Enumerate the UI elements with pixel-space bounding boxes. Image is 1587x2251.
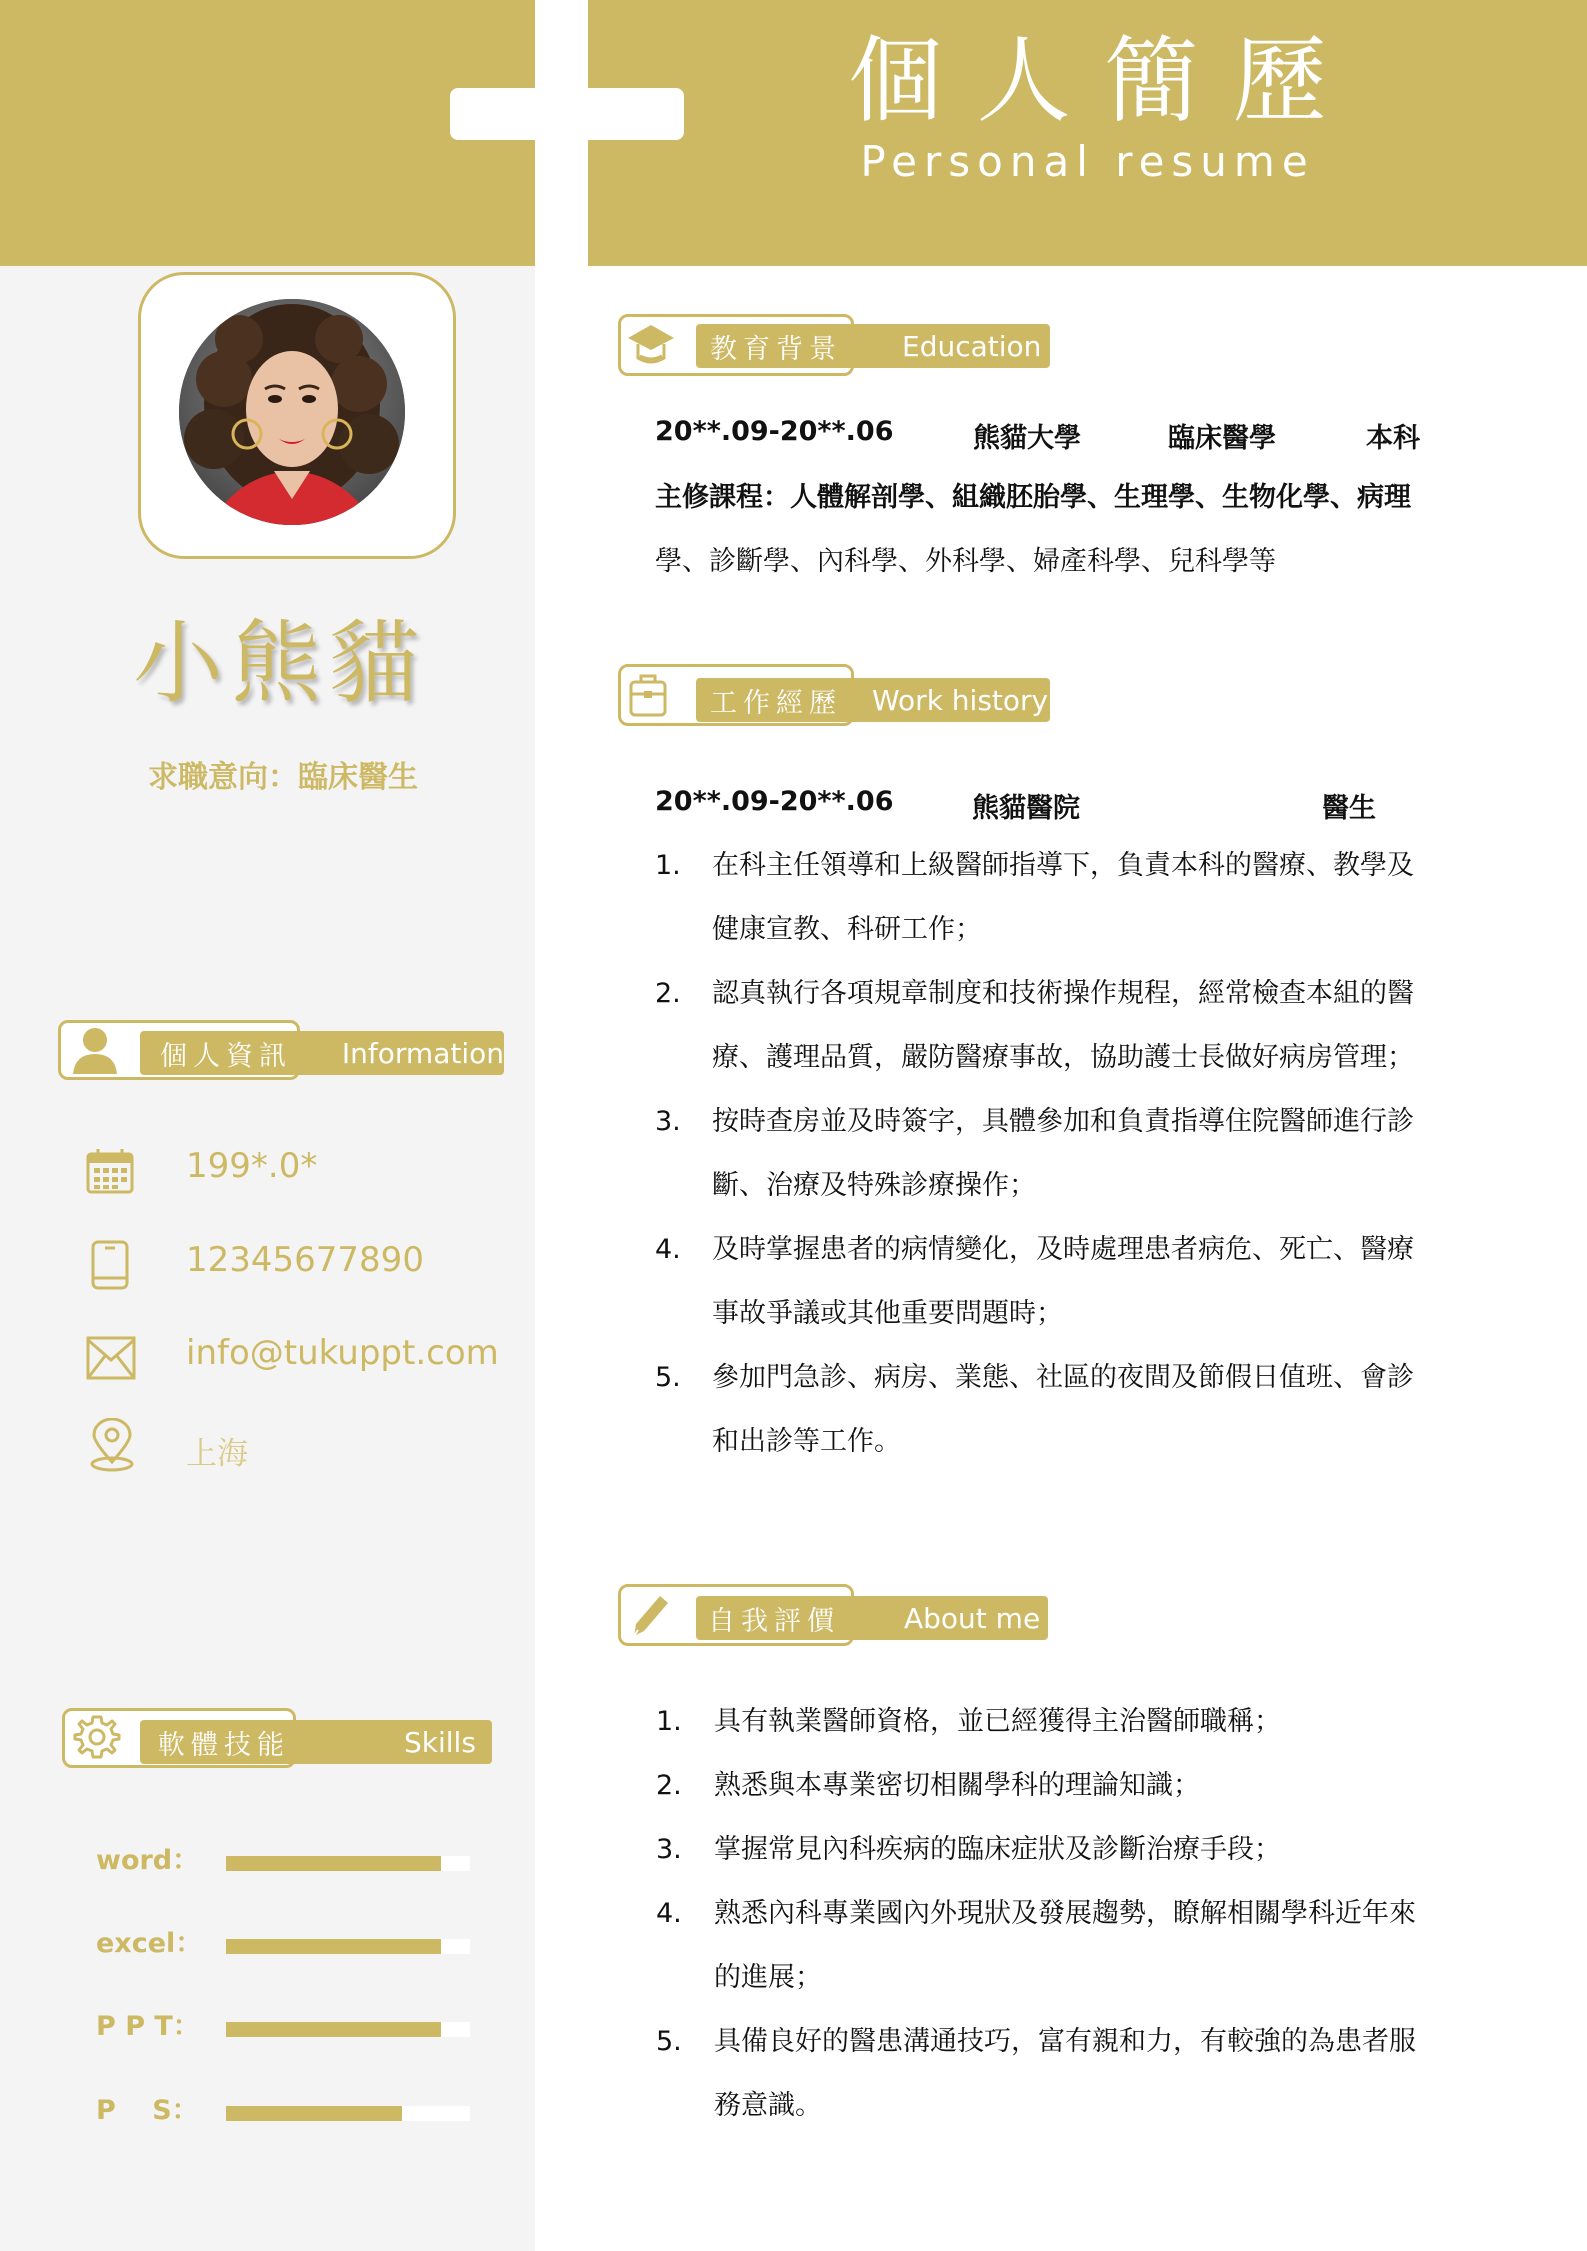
list-line: 健康宣教、科研工作； [712, 914, 982, 945]
work-label [696, 678, 1050, 722]
list-item [655, 962, 1555, 1090]
skill-label-word: word： [96, 1845, 200, 1876]
about-label-cn: 自我評價 [708, 1605, 840, 1637]
info-birth: 199*.0* [186, 1146, 318, 1186]
skill-fill-word [226, 1856, 441, 1871]
graduation-cap-icon [626, 322, 676, 372]
skills-label-cn: 軟體技能 [158, 1729, 290, 1761]
about-label [696, 1596, 1048, 1640]
list-line: 務意識。 [714, 2090, 822, 2121]
avatar [179, 299, 405, 525]
list-line: 認真執行各項規章制度和技術操作規程，經常檢查本組的醫 [712, 978, 1414, 1009]
location-icon [88, 1418, 136, 1476]
skill-bar-excel [226, 1939, 470, 1954]
list-number: 2. [656, 1770, 682, 1801]
list-line: 在科主任領導和上級醫師指導下，負責本科的醫療、教學及 [712, 850, 1414, 881]
list-item [655, 834, 1555, 962]
mail-icon [86, 1336, 136, 1384]
list-line: 事故爭議或其他重要問題時； [712, 1298, 1063, 1329]
education-label [696, 324, 1050, 368]
skill-fill-ps [226, 2106, 402, 2121]
about-list [656, 1690, 1556, 2138]
list-line: 按時查房並及時簽字，具體參加和負責指導住院醫師進行診 [712, 1106, 1414, 1137]
about-label-en: About me [904, 1601, 1041, 1635]
information-label-cn: 個人資訊 [160, 1040, 292, 1072]
list-number: 1. [656, 1706, 682, 1737]
list-number: 4. [655, 1234, 681, 1265]
list-number: 1. [655, 850, 681, 881]
list-item [656, 1882, 1556, 2010]
list-line: 療、護理品質，嚴防醫療事故，協助護士長做好病房管理； [712, 1042, 1414, 1073]
list-item [656, 1690, 1556, 1754]
education-major: 臨床醫學 [1168, 423, 1276, 454]
info-email: info@tukuppt.com [186, 1333, 499, 1373]
list-number: 2. [655, 978, 681, 1009]
skills-label [140, 1720, 492, 1764]
list-item [656, 1818, 1556, 1882]
gear-icon [72, 1712, 122, 1766]
skill-label-excel: excel： [96, 1928, 203, 1959]
list-number: 3. [656, 1834, 682, 1865]
info-location: 上海 [186, 1436, 248, 1472]
candidate-name: 小熊貓 [133, 611, 427, 716]
skills-label-en: Skills [404, 1725, 476, 1759]
pencil-icon [626, 1590, 672, 1644]
work-duties [655, 834, 1555, 1474]
skill-label-ppt: P P T： [96, 2011, 200, 2042]
calendar-icon [86, 1148, 134, 1198]
list-item [655, 1090, 1555, 1218]
skill-label-ps: P S： [96, 2095, 199, 2126]
list-number: 3. [655, 1106, 681, 1137]
phone-icon [90, 1240, 130, 1294]
skill-bar-word [226, 1856, 470, 1871]
information-label-en: Information [341, 1036, 504, 1070]
list-number: 4. [656, 1898, 682, 1929]
list-line: 的進展； [714, 1962, 822, 1993]
resume-subtitle: Personal resume [860, 137, 1315, 186]
list-item [656, 1754, 1556, 1818]
skill-fill-excel [226, 1939, 441, 1954]
skill-bar-ps [226, 2106, 470, 2121]
education-courses-line1 [655, 466, 1411, 530]
job-intent: 求職意向：臨床醫生 [148, 760, 418, 795]
education-label-cn: 教育背景 [710, 333, 842, 365]
list-number: 5. [656, 2026, 682, 2057]
education-period: 20**.09-20**.06 [655, 416, 894, 447]
list-number: 5. [655, 1362, 681, 1393]
skill-bar-ppt [226, 2022, 470, 2037]
list-line: 具有執業醫師資格，並已經獲得主治醫師職稱； [714, 1706, 1281, 1737]
education-degree: 本科 [1366, 423, 1420, 454]
briefcase-icon [628, 672, 668, 722]
list-item [655, 1346, 1555, 1474]
list-line: 熟悉內科專業國內外現狀及發展趨勢，瞭解相關學科近年來 [714, 1898, 1416, 1929]
list-line: 參加門急診、病房、業態、社區的夜間及節假日值班、會診 [712, 1362, 1414, 1393]
list-line: 和出診等工作。 [712, 1426, 901, 1457]
work-label-cn: 工作經歷 [710, 687, 842, 719]
portrait-image [179, 299, 405, 525]
courses-line1-text: 主修課程：人體解剖學、組織胚胎學、生理學、生物化學、病理 [655, 482, 1411, 513]
resume-title: 個人簡歷 [848, 27, 1361, 136]
list-line: 及時掌握患者的病情變化，及時處理患者病危、死亡、醫療 [712, 1234, 1414, 1265]
list-item [656, 2010, 1556, 2138]
work-company: 熊貓醫院 [972, 793, 1080, 824]
list-line: 具備良好的醫患溝通技巧，富有親和力，有較強的為患者服 [714, 2026, 1416, 2057]
skill-fill-ppt [226, 2022, 441, 2037]
work-label-en: Work history [872, 683, 1049, 717]
work-position: 醫生 [1322, 793, 1376, 824]
list-line: 斷、治療及特殊診療操作； [712, 1170, 1036, 1201]
information-label [140, 1031, 504, 1075]
info-phone: 12345677890 [186, 1240, 424, 1280]
education-courses-line2: 學、診斷學、內科學、外科學、婦產科學、兒科學等 [655, 546, 1276, 577]
list-line: 熟悉與本專業密切相關學科的理論知識； [714, 1770, 1200, 1801]
education-school: 熊貓大學 [973, 423, 1081, 454]
list-item [655, 1218, 1555, 1346]
work-period: 20**.09-20**.06 [655, 786, 894, 817]
person-icon [70, 1026, 120, 1078]
list-line: 掌握常見內科疾病的臨床症狀及診斷治療手段； [714, 1834, 1281, 1865]
education-label-en: Education [902, 329, 1042, 363]
